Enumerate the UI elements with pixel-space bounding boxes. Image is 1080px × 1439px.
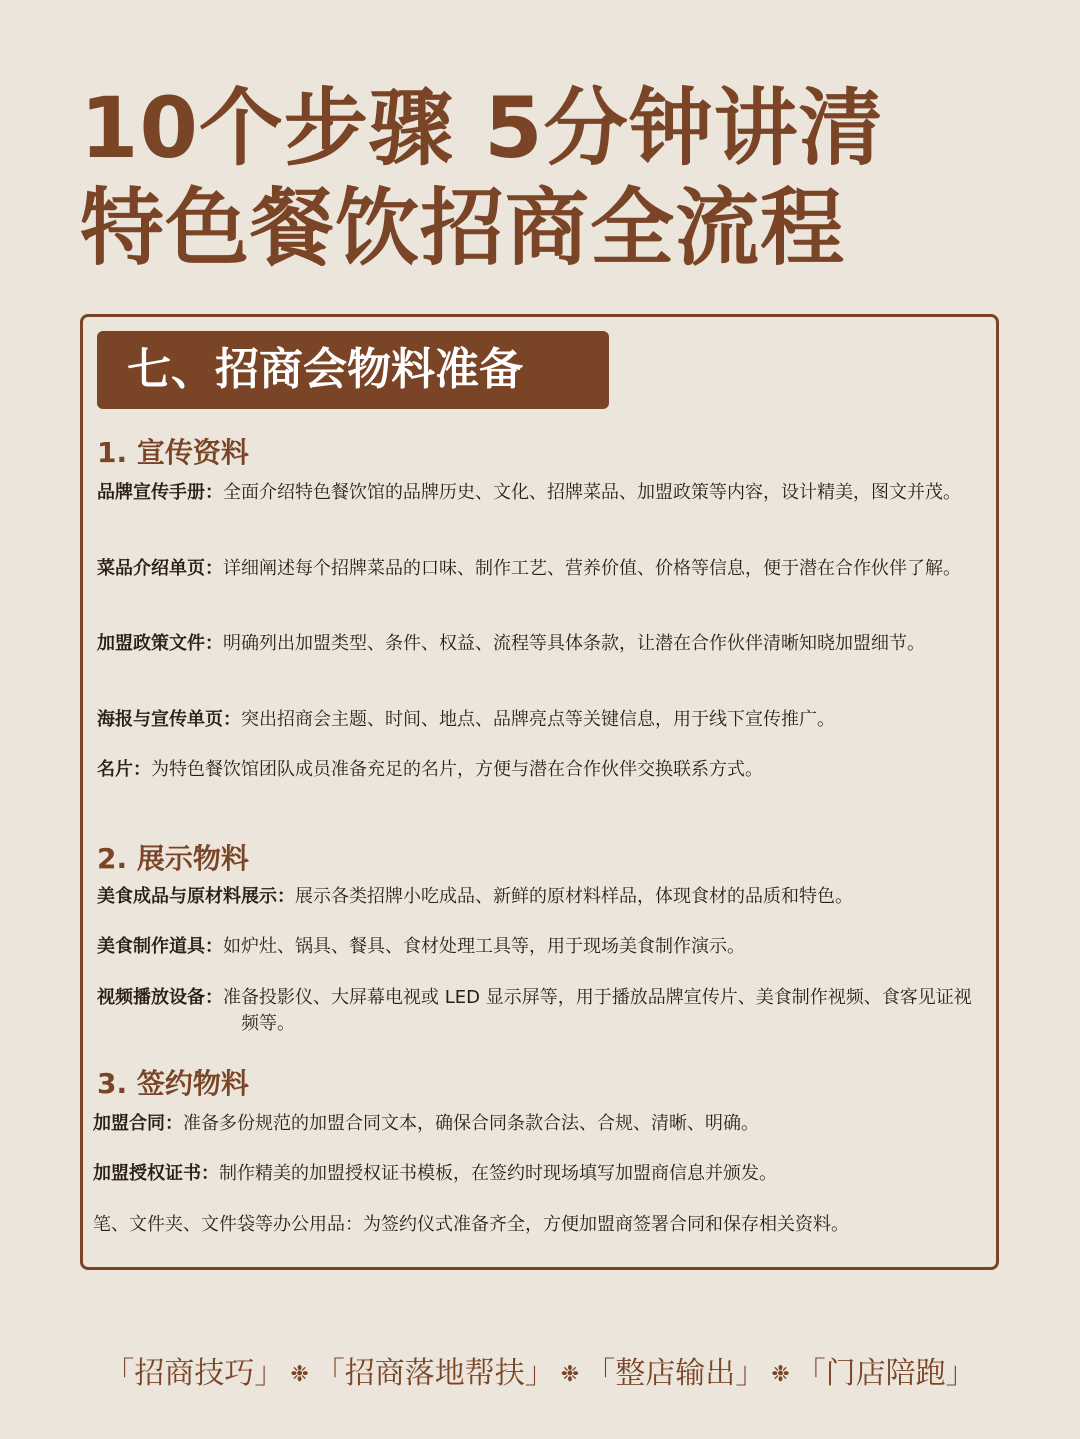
list-item: 美食制作道具：如炉灶、锅具、餐具、食材处理工具等，用于现场美食制作演示。 xyxy=(97,936,745,957)
footer-tags xyxy=(0,1350,1080,1399)
list-item: 海报与宣传单页：突出招商会主题、时间、地点、品牌亮点等关键信息，用于线下宣传推广。 xyxy=(97,709,835,730)
content-card xyxy=(80,314,999,1270)
flower-separator-icon: ❉ xyxy=(290,1362,309,1387)
section-heading: 七、招商会物料准备 xyxy=(97,331,609,409)
list-item: 美食成品与原材料展示：展示各类招牌小吃成品、新鲜的原材料样品，体现食材的品质和特色。 xyxy=(97,886,853,907)
list-item: 加盟授权证书：制作精美的加盟授权证书模板，在签约时现场填写加盟商信息并颁发。 xyxy=(93,1163,777,1184)
subsection-title-1: 1. 宣传资料 xyxy=(97,436,249,469)
tag-landing-support: 「招商落地帮扶」 xyxy=(314,1356,555,1391)
subsection-title-2: 2. 展示物料 xyxy=(97,842,249,875)
list-item: 名片：为特色餐饮馆团队成员准备充足的名片，方便与潜在合作伙伴交换联系方式。 xyxy=(97,759,763,780)
title-line-1: 10个步骤 5分钟讲清 xyxy=(80,79,884,177)
flower-separator-icon: ❉ xyxy=(560,1362,580,1387)
title-line-2: 特色餐饮招商全流程 xyxy=(80,179,846,277)
tag-store-accompany: 「门店陪跑」 xyxy=(795,1356,976,1391)
list-item: 品牌宣传手册：全面介绍特色餐饮馆的品牌历史、文化、招牌菜品、加盟政策等内容，设计精美，图文并茂。 xyxy=(97,482,961,503)
subsection-title-3: 3. 签约物料 xyxy=(97,1067,249,1100)
list-item: 加盟合同：准备多份规范的加盟合同文本，确保合同条款合法、合规、清晰、明确。 xyxy=(93,1113,759,1134)
list-item: 视频播放设备：准备投影仪、大屏幕电视或 LED 显示屏等，用于播放品牌宣传片、美食制作视频、食客见证视频等。 xyxy=(97,987,972,1034)
list-item: 菜品介绍单页：详细阐述每个招牌菜品的口味、制作工艺、营养价值、价格等信息，便于潜在合作伙伴了解。 xyxy=(97,558,961,579)
flower-separator-icon: ❉ xyxy=(771,1362,790,1387)
page-title xyxy=(80,78,1020,278)
tag-store-output: 「整店输出」 xyxy=(585,1356,766,1391)
tag-investment-skills: 「招商技巧」 xyxy=(104,1356,285,1391)
list-item: 加盟政策文件：明确列出加盟类型、条件、权益、流程等具体条款，让潜在合作伙伴清晰知晓加盟细节。 xyxy=(97,633,925,654)
list-item: 笔、文件夹、文件袋等办公用品：为签约仪式准备齐全，方便加盟商签署合同和保存相关资料。 xyxy=(93,1214,849,1235)
